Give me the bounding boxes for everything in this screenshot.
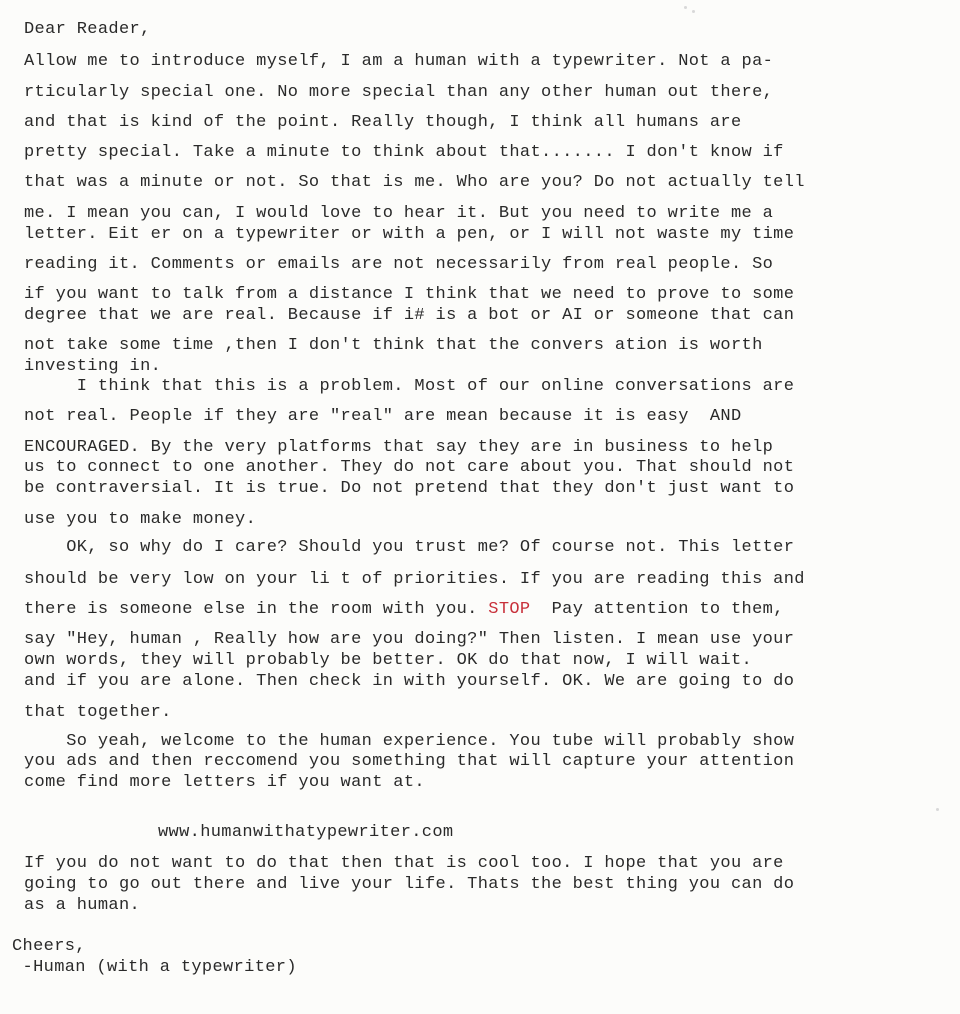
stop-line-before: there is someone else in the room with you. [24,600,489,619]
body-line: pretty special. Take a minute to think about that....... I don't know if [24,143,784,162]
body-line: that together. [24,703,172,722]
paper-speck [684,6,687,9]
body-line: degree that we are real. Because if i# is a bot or AI or someone that can [24,306,795,325]
body-line: I think that this is a problem. Most of our online conversations are [24,377,795,396]
body-line: you ads and then reccomend you something that will capture your attention [24,752,795,771]
website-text: www.humanwithatypewriter.com [158,823,454,842]
body-line: that was a minute or not. So that is me. Who are you? Do not actually tell [24,173,805,192]
body-line: us to connect to one another. They do not care about you. That should not [24,458,795,477]
body-line: and if you are alone. Then check in with yourself. OK. We are going to do [24,672,795,691]
body-line: rticularly special one. No more special than any other human out there, [24,83,774,102]
body-line: ENCOURAGED. By the very platforms that say they are in business to help [24,438,774,457]
stop-word: STOP [488,600,531,619]
greeting: Dear Reader, [24,20,151,39]
closing-line: as a human. [24,896,141,915]
stop-line-after: Pay attention to them, [530,600,784,619]
body-line: say "Hey, human , Really how are you doing?" Then listen. I mean use your [24,630,795,649]
paper-speck [936,808,939,811]
body-line: reading it. Comments or emails are not necessarily from real people. So [24,255,774,274]
paper-speck [692,10,695,13]
body-line: not take some time ,then I don't think that the convers ation is worth [24,336,763,355]
body-line: if you want to talk from a distance I think that we need to prove to some [24,285,795,304]
body-line: come find more letters if you want at. [24,773,425,792]
closing-line: going to go out there and live your life. Thats the best thing you can do [24,875,795,894]
body-line: OK, so why do I care? Should you trust me? Of course not. This letter [24,538,795,557]
body-line: Allow me to introduce myself, I am a human with a typewriter. Not a pa- [24,52,774,71]
signoff: Cheers, [12,937,86,956]
stop-line [24,600,784,620]
body-line: So yeah, welcome to the human experience. You tube will probably show [24,732,795,751]
body-line: me. I mean you can, I would love to hear it. But you need to write me a [24,204,774,223]
body-line: use you to make money. [24,510,257,529]
body-line: letter. Eit er on a typewriter or with a pen, or I will not waste my time [24,225,795,244]
body-line: not real. People if they are "real" are mean because it is easy AND [24,407,742,426]
body-line: investing in. [24,357,162,376]
signature: -Human (with a typewriter) [12,958,297,977]
body-line: own words, they will probably be better. OK do that now, I will wait. [24,651,753,670]
body-line: and that is kind of the point. Really though, I think all humans are [24,113,742,132]
body-line: should be very low on your li t of priorities. If you are reading this and [24,570,805,589]
closing-line: If you do not want to do that then that is cool too. I hope that you are [24,854,784,873]
body-line: be contraversial. It is true. Do not pretend that they don't just want to [24,479,795,498]
